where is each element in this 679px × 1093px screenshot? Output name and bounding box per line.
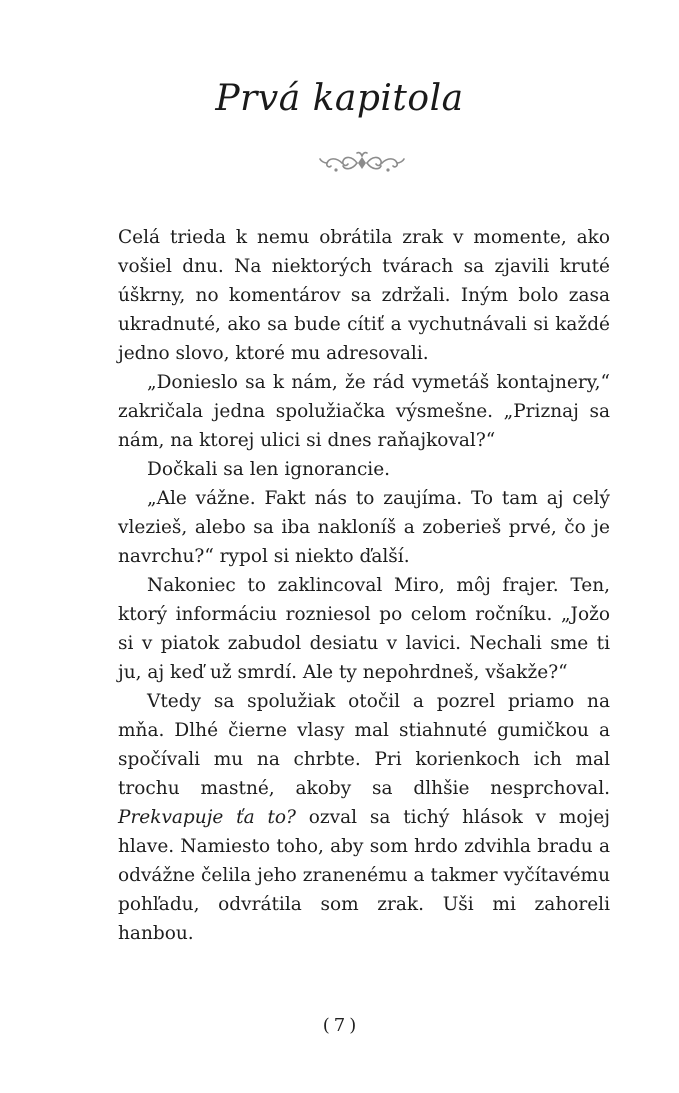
flourish-ornament-icon [318,146,406,182]
paragraph: Celá trieda k nemu obrátila zrak v momente, ako vošiel dnu. Na niektorých tvárach sa zjavili kruté úškrny, no komentárov sa zdržali. Iným bolo zasa ukradnuté, ako sa bude cítiť a vychutnávali si každé jedno slovo, ktoré mu adresovali. [118,227,610,364]
paragraph: Dočkali sa len ignorancie. [147,459,391,480]
page-number-open-paren: ( [322,1015,330,1036]
page-number-close-paren: ) [349,1015,357,1036]
page-number [0,1015,679,1036]
chapter-text [118,223,610,948]
paragraph: „Ale vážne. Fakt nás to zaujíma. To tam aj celý vlezieš, alebo sa iba nakloníš a zoberieš prvé, čo je navrchu?“ rypol si niekto ďalší. [118,488,610,567]
chapter-title: Prvá kapitola [215,78,464,119]
paragraph [118,687,610,948]
paragraph-text: Vtedy sa spolužiak otočil a pozrel priamo na mňa. Dlhé čierne vlasy mal stiahnuté gumičkou a spočívali mu na chrbte. Pri korienkoch ich mal trochu mastné, akoby sa dlhšie nesprchoval. [118,691,610,799]
inner-voice-italic: Prekvapuje ťa to? [118,807,296,828]
paragraph: „Donieslo sa k nám, že rád vymetáš kontajnery,“ zakričala jedna spolužiačka výsmešne. „Priznaj sa nám, na ktorej ulici si dnes raňajkoval?“ [118,372,610,451]
paragraph: Nakoniec to zaklincoval Miro, môj frajer. Ten, ktorý informáciu rozniesol po celom ročníku. „Jožo si v piatok zabudol desiatu v lavici. Nechali sme ti ju, aj keď už smrdí. Ale ty nepohrdneš, všakže?“ [118,575,610,683]
page-number-value: 7 [333,1015,346,1036]
paragraph-text: ozval sa tichý hlások v mojej hlave. Namiesto toho, aby som hrdo zdvihla bradu a odvážne čelila jeho zranenému a takmer vyčítavému pohľadu, odvrátila som zrak. Uši mi zahoreli hanbou. [118,807,610,944]
